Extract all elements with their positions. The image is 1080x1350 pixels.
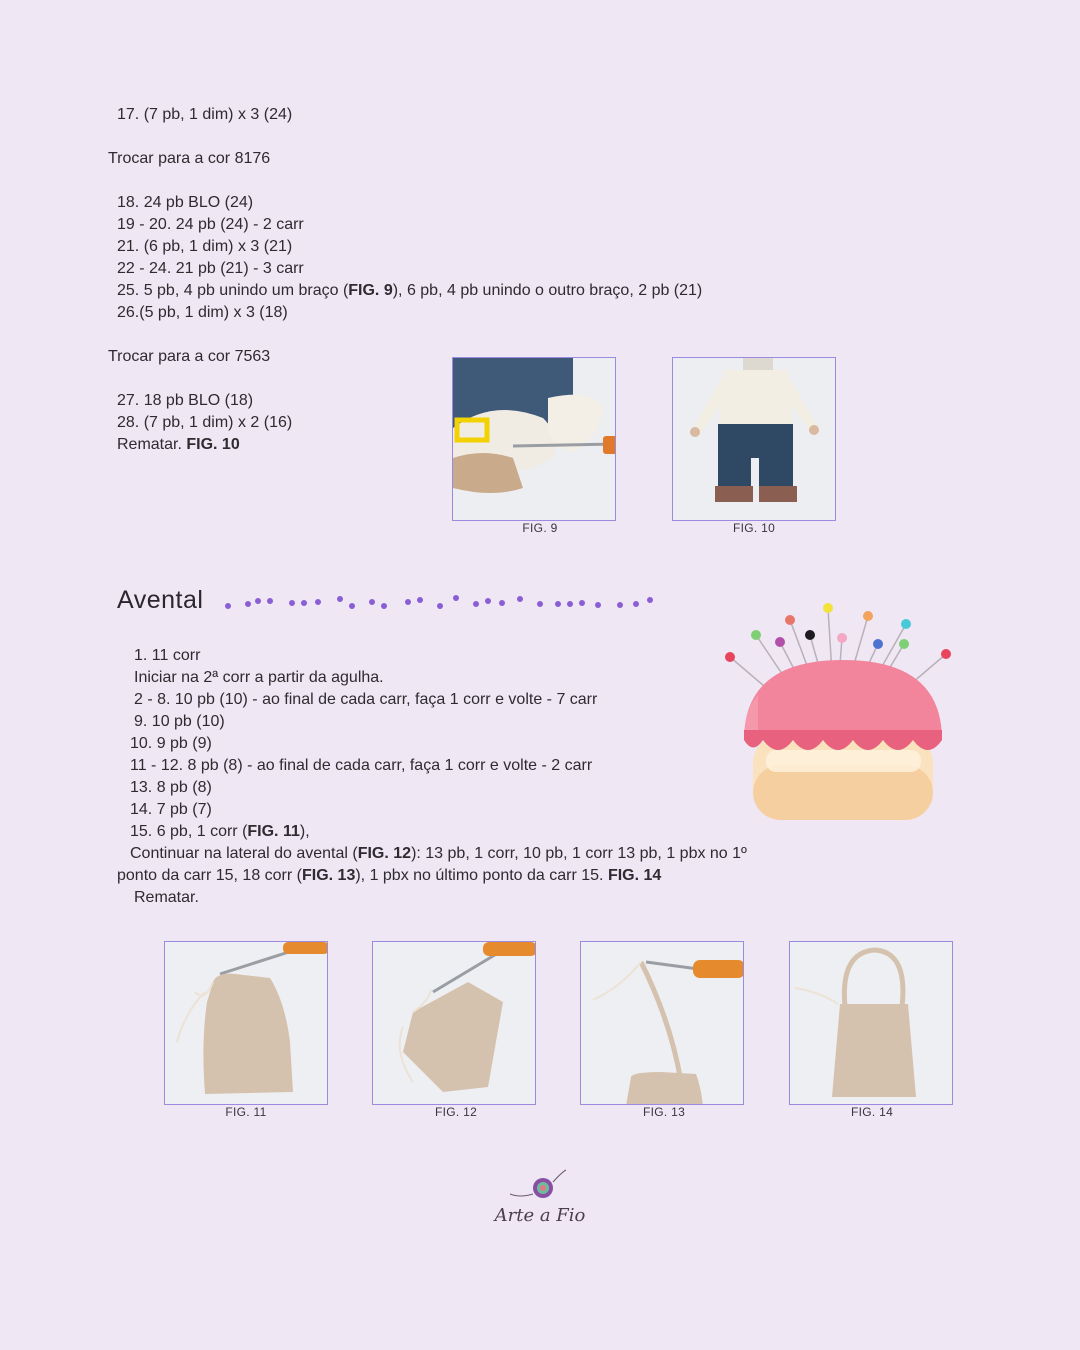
finish-fig-ref: FIG. 10	[186, 436, 240, 453]
apron-side-instruction	[130, 843, 747, 865]
logo-text: Arte a Fio	[494, 1205, 586, 1226]
pincushion-illustration-icon	[718, 600, 958, 825]
apron-strap-fig-ref-14: FIG. 14	[607, 867, 662, 884]
fig-9-photo	[452, 357, 616, 521]
fig-10-caption: FIG. 10	[732, 521, 776, 535]
apron-strap-instruction	[117, 865, 661, 887]
apron-start-note: Iniciar na 2ª corr a partir da agulha.	[134, 669, 384, 686]
row-25-text-a: 25. 5 pb, 4 pb unindo um braço (	[117, 282, 349, 299]
apron-finish: Rematar.	[134, 889, 199, 906]
color-change-8176: Trocar para a cor 8176	[108, 150, 271, 167]
row-25-text-b: ), 6 pb, 4 pb unindo o outro braço, 2 pb (21)	[392, 282, 703, 299]
row-18: 18. 24 pb BLO (24)	[117, 194, 254, 211]
fig-14-photo	[789, 941, 953, 1105]
apron-row-15-text: 15. 6 pb, 1 corr (	[130, 823, 248, 840]
row-17: 17. (7 pb, 1 dim) x 3 (24)	[117, 106, 293, 123]
apron-row-9: 9. 10 pb (10)	[134, 713, 225, 730]
apron-side-fig-ref: FIG. 12	[357, 845, 412, 862]
finish-line	[117, 434, 240, 456]
arte-a-fio-logo	[490, 1168, 590, 1233]
apron-row-14: 14. 7 pb (7)	[130, 801, 212, 818]
apron-strap-fig-ref-13: FIG. 13	[301, 867, 356, 884]
finish-text: Rematar.	[117, 436, 187, 453]
apron-side-text-b: ): 13 pb, 1 corr, 10 pb, 1 corr 13 pb, 1 pbx no 1º	[411, 845, 747, 862]
row-26: 26.(5 pb, 1 dim) x 3 (18)	[117, 304, 288, 321]
section-title-avental: Avental	[117, 586, 204, 614]
apron-strap-text-a: ponto da carr 15, 18 corr (	[117, 867, 302, 884]
apron-row-1: 1. 11 corr	[134, 647, 201, 664]
row-22-24: 22 - 24. 21 pb (21) - 3 carr	[117, 260, 304, 277]
apron-strap-text-b: ), 1 pbx no último ponto da carr 15.	[355, 867, 608, 884]
fig-11-caption: FIG. 11	[225, 1105, 267, 1119]
fig-12-caption: FIG. 12	[434, 1105, 478, 1119]
color-change-7563: Trocar para a cor 7563	[108, 348, 271, 365]
row-28: 28. (7 pb, 1 dim) x 2 (16)	[117, 414, 293, 431]
fig-13-photo	[580, 941, 744, 1105]
fig-13-caption: FIG. 13	[642, 1105, 686, 1119]
apron-row-10: 10. 9 pb (9)	[130, 735, 212, 752]
fig-11-photo	[164, 941, 328, 1105]
apron-row-13: 13. 8 pb (8)	[130, 779, 212, 796]
apron-row-15-end: ),	[299, 823, 310, 840]
apron-side-text-a: Continuar na lateral do avental (	[130, 845, 358, 862]
apron-row-15	[130, 821, 310, 843]
fig-9-caption: FIG. 9	[522, 521, 558, 535]
row-25	[117, 280, 702, 302]
row-19-20: 19 - 20. 24 pb (24) - 2 carr	[117, 216, 304, 233]
apron-row-11-12: 11 - 12. 8 pb (8) - ao final de cada carr, faça 1 corr e volte - 2 carr	[130, 757, 593, 774]
row-25-fig-ref: FIG. 9	[348, 282, 393, 299]
apron-row-2-8: 2 - 8. 10 pb (10) - ao final de cada carr, faça 1 corr e volte - 7 carr	[134, 691, 598, 708]
fig-12-photo	[372, 941, 536, 1105]
flower-logo-icon	[490, 1168, 590, 1202]
fig-14-caption: FIG. 14	[850, 1105, 894, 1119]
hearts-decoration-icon	[222, 592, 662, 617]
fig-10-photo	[672, 357, 836, 521]
apron-row-15-fig-ref: FIG. 11	[247, 823, 300, 840]
row-27: 27. 18 pb BLO (18)	[117, 392, 254, 409]
row-21: 21. (6 pb, 1 dim) x 3 (21)	[117, 238, 293, 255]
